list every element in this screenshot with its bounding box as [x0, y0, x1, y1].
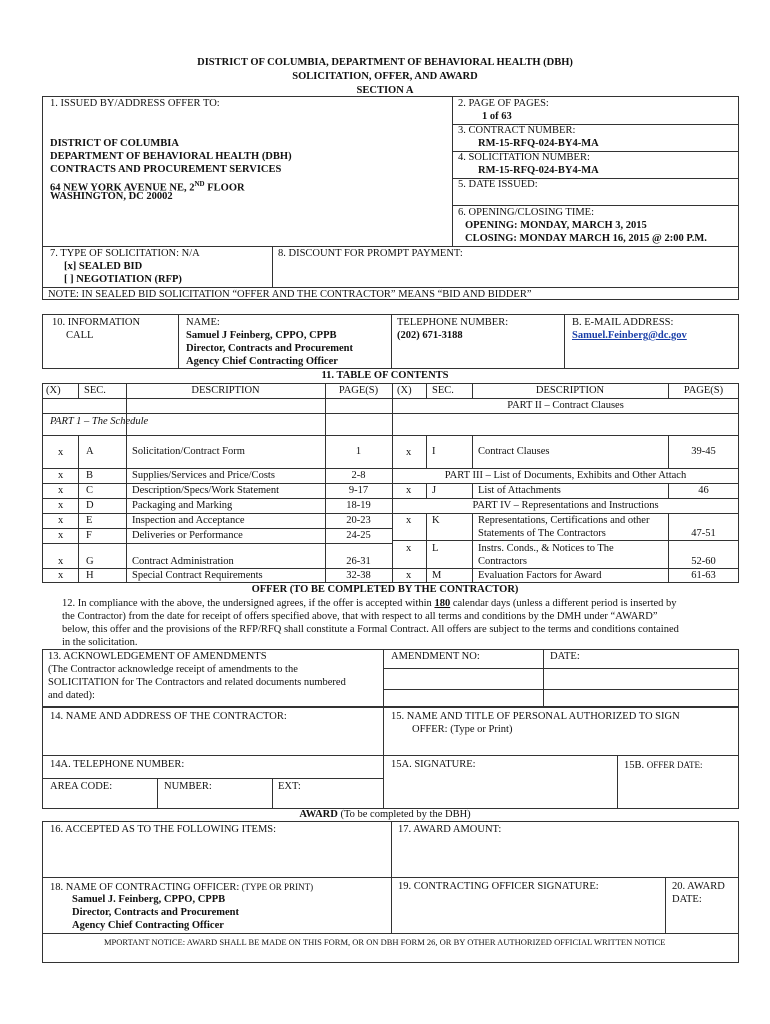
toc-header-pages: PAGE(S): [338, 385, 379, 396]
toc-cell-x: x: [58, 556, 64, 567]
toc-cell-desc: Evaluation Factors for Award: [478, 570, 602, 581]
amendment-no-input-1[interactable]: [384, 669, 542, 688]
amendments-text-3: and dated):: [48, 690, 95, 701]
telephone-number-label: 14A. TELEPHONE NUMBER:: [50, 759, 185, 770]
toc-cell-sec: L: [432, 543, 439, 554]
offer-date-label[interactable]: 15B. OFFER DATE:: [624, 760, 703, 771]
closing-time: CLOSING: MONDAY MARCH 16, 2015 @ 2:00 P.M.: [465, 233, 707, 244]
toc-cell-x: x: [58, 570, 64, 581]
toc-header-desc-2: DESCRIPTION: [535, 385, 605, 396]
issuer-address-line2: DEPARTMENT OF BEHAVIORAL HEALTH (DBH): [50, 151, 292, 162]
toc-header-pages-2: PAGE(S): [683, 385, 724, 396]
toc-cell-desc: Packaging and Marking: [132, 500, 233, 511]
contracting-officer-title-1: Director, Contracts and Procurement: [72, 907, 239, 918]
issued-by-label: 1. ISSUED BY/ADDRESS OFFER TO:: [50, 98, 220, 109]
toc-cell-sec: H: [86, 570, 94, 581]
toc-cell-pages: 24-25: [346, 530, 371, 541]
toc-cell-desc: Special Contract Requirements: [132, 570, 263, 581]
toc-cell-pages: 32-38: [346, 570, 371, 581]
toc-cell-pages: 26-31: [346, 556, 371, 567]
offer-paragraph-line1: 12. In compliance with the above, the undersigned agrees, if the offer is accepted within 180 calendar days (unless a different period is inserted by: [62, 598, 677, 609]
toc-cell-desc: Statements of The Contractors: [478, 528, 606, 539]
contract-number-value: RM-15-RFQ-024-BY4-MA: [478, 138, 599, 149]
toc-cell-pages: 46: [698, 485, 709, 496]
form-title: SOLICITATION, OFFER, AND AWARD: [292, 71, 478, 82]
toc-part4-label: PART IV – Representations and Instructions: [472, 500, 659, 511]
important-notice: MPORTANT NOTICE: AWARD SHALL BE MADE ON THIS FORM, OR ON DBH FORM 26, OR BY OTHER AUTHORIZED OFFICIAL WRITTEN NOTICE: [104, 937, 666, 947]
toc-cell-pages: 1: [355, 446, 362, 457]
toc-cell-x: x: [58, 500, 64, 511]
toc-cell-x: x: [406, 515, 412, 526]
amendments-text-2: SOLICITATION for The Contractors and related documents numbered: [48, 677, 346, 688]
offer-paragraph-line4: in the solicitation.: [62, 637, 138, 648]
contact-title-1: Director, Contracts and Procurement: [186, 343, 353, 354]
toc-cell-desc: Representations, Certifications and other: [478, 515, 650, 526]
contractor-name-address-label: 14. NAME AND ADDRESS OF THE CONTRACTOR:: [50, 711, 287, 722]
toc-title: 11. TABLE OF CONTENTS: [321, 370, 449, 381]
amendments-label: 13. ACKNOWLEDGEMENT OF AMENDMENTS: [48, 651, 267, 662]
toc-cell-pages: 9-17: [348, 485, 369, 496]
issuer-address-line4: 64 NEW YORK AVENUE NE, 2ND FLOOR: [50, 180, 245, 194]
toc-cell-pages: 47-51: [691, 528, 716, 539]
number-label[interactable]: NUMBER:: [164, 781, 212, 792]
toc-part1-label: PART 1 – The Schedule: [50, 416, 149, 427]
solicitation-number-label: 4. SOLICITATION NUMBER:: [458, 152, 590, 163]
toc-cell-x: x: [58, 485, 64, 496]
toc-cell-sec: K: [432, 515, 440, 526]
toc-cell-pages: 61-63: [691, 570, 716, 581]
toc-cell-x: x: [406, 485, 412, 496]
contract-number-label: 3. CONTRACT NUMBER:: [458, 125, 576, 136]
contracting-officer-label: 18. NAME OF CONTRACTING OFFICER: (TYPE OR PRINT): [50, 882, 314, 893]
authorized-person-label-2: OFFER: (Type or Print): [412, 724, 513, 735]
telephone-value: (202) 671-3188: [397, 330, 463, 341]
toc-header-sec: SEC.: [84, 385, 106, 396]
sealed-bid-option[interactable]: [x] SEALED BID: [64, 261, 143, 272]
contractor-name-address-field[interactable]: [44, 724, 382, 754]
date-issued-label: 5. DATE ISSUED:: [458, 179, 538, 190]
toc-header-x: (X): [46, 385, 61, 396]
offer-title: OFFER (TO BE COMPLETED BY THE CONTRACTOR): [251, 584, 519, 595]
toc-cell-desc: Description/Specs/Work Statement: [132, 485, 279, 496]
signature-label[interactable]: 15A. SIGNATURE:: [391, 759, 476, 770]
contact-name-label: NAME:: [186, 317, 220, 328]
toc-cell-desc: Solicitation/Contract Form: [132, 446, 245, 457]
contracting-officer-name: Samuel J. Feinberg, CPPO, CPPB: [72, 894, 226, 905]
toc-cell-sec: G: [86, 556, 94, 567]
toc-cell-sec: B: [86, 470, 94, 481]
information-call-label: 10. INFORMATION: [52, 317, 141, 328]
toc-cell-sec: E: [86, 515, 93, 526]
toc-cell-x: x: [58, 530, 64, 541]
toc-cell-x: x: [58, 470, 64, 481]
toc-cell-desc: Instrs. Conds., & Notices to The: [478, 543, 614, 554]
toc-cell-sec: I: [432, 446, 436, 457]
telephone-label: TELEPHONE NUMBER:: [397, 317, 509, 328]
accepted-items-label: 16. ACCEPTED AS TO THE FOLLOWING ITEMS:: [50, 824, 277, 835]
amendment-no-label: AMENDMENT NO:: [391, 651, 480, 662]
toc-cell-pages: 39-45: [691, 446, 716, 457]
toc-cell-x: x: [406, 543, 412, 554]
toc-cell-x: x: [406, 570, 412, 581]
solicitation-type-label: 7. TYPE OF SOLICITATION: N/A: [50, 248, 200, 259]
award-title: AWARD (To be completed by the DBH): [299, 809, 471, 820]
toc-cell-x: x: [406, 447, 412, 458]
award-amount-field[interactable]: [393, 837, 738, 876]
award-amount-label: 17. AWARD AMOUNT:: [398, 824, 502, 835]
opening-time: OPENING: MONDAY, MARCH 3, 2015: [465, 220, 647, 231]
form-title-agency: DISTRICT OF COLUMBIA, DEPARTMENT OF BEHAVIORAL HEALTH (DBH): [197, 57, 573, 68]
toc-header-x-2: (X): [397, 385, 412, 396]
toc-cell-desc: Inspection and Acceptance: [132, 515, 245, 526]
issuer-address-line3: CONTRACTS AND PROCUREMENT SERVICES: [50, 164, 282, 175]
toc-cell-pages: 2-8: [351, 470, 366, 481]
page-of-pages-value: 1 of 63: [482, 111, 512, 122]
toc-header-sec-2: SEC.: [432, 385, 454, 396]
toc-header-desc: DESCRIPTION: [191, 385, 260, 396]
authorized-person-label: 15. NAME AND TITLE OF PERSONAL AUTHORIZED TO SIGN: [391, 711, 680, 722]
amendment-date-input-1[interactable]: [544, 669, 738, 688]
amendment-date-label: DATE:: [550, 651, 580, 662]
opening-closing-label: 6. OPENING/CLOSING TIME:: [458, 207, 595, 218]
email-label: B. E-MAIL ADDRESS:: [572, 317, 674, 328]
prompt-payment-label: 8. DISCOUNT FOR PROMPT PAYMENT:: [278, 248, 463, 259]
toc-cell-desc: Contractors: [478, 556, 527, 567]
toc-cell-desc: Deliveries or Performance: [132, 530, 243, 541]
toc-cell-desc: Contract Clauses: [478, 446, 550, 457]
toc-cell-sec: D: [86, 500, 94, 511]
award-date-label: 20. AWARD: [672, 881, 725, 892]
issuer-address-line1: DISTRICT OF COLUMBIA: [50, 138, 179, 149]
toc-cell-sec: C: [86, 485, 94, 496]
sealed-bid-note: NOTE: IN SEALED BID SOLICITATION “OFFER AND THE CONTRACTOR” MEANS “BID AND BIDDER”: [48, 289, 532, 300]
toc-cell-x: x: [58, 515, 64, 526]
toc-cell-sec: M: [432, 570, 442, 581]
amendments-text-1: (The Contractor acknowledge receipt of amendments to the: [48, 664, 298, 675]
offer-paragraph-line2: the Contractor) from the date for receipt of offers specified above, that with respect to all terms and conditions by the DMH under “AWARD”: [62, 611, 658, 622]
toc-cell-desc: List of Attachments: [478, 485, 561, 496]
page-of-pages-label: 2. PAGE OF PAGES:: [458, 98, 549, 109]
toc-cell-pages: 20-23: [346, 515, 371, 526]
negotiation-option[interactable]: [ ] NEGOTIATION (RFP): [64, 274, 182, 285]
information-call-label-2: CALL: [66, 330, 94, 341]
email-link[interactable]: Samuel.Feinberg@dc.gov: [572, 330, 687, 341]
solicitation-number-value: RM-15-RFQ-024-BY4-MA: [478, 165, 599, 176]
toc-cell-desc: Contract Administration: [132, 556, 234, 567]
offer-paragraph-line3: below, this offer and the provisions of the RFP/RFQ shall constitute a Formal Contract. All offers are subject to the terms and conditions contained: [62, 624, 679, 635]
amendment-date-input-2[interactable]: [544, 690, 738, 706]
officer-signature-label[interactable]: 19. CONTRACTING OFFICER SIGNATURE:: [398, 881, 599, 892]
award-date-label-2[interactable]: DATE:: [672, 894, 702, 905]
toc-cell-sec: J: [432, 485, 437, 496]
contact-name: Samuel J Feinberg, CPPO, CPPB: [186, 330, 337, 341]
amendment-no-input-2[interactable]: [384, 690, 542, 706]
section-title: SECTION A: [356, 85, 414, 96]
toc-cell-x: x: [58, 447, 64, 458]
issuer-address-line5: WASHINGTON, DC 20002: [50, 191, 173, 202]
toc-part3-label: PART III – List of Documents, Exhibits and Other Attach: [444, 470, 687, 481]
toc-cell-pages: 18-19: [346, 500, 371, 511]
toc-cell-sec: A: [86, 446, 94, 457]
accepted-items-field[interactable]: [44, 837, 390, 876]
contracting-officer-title-2: Agency Chief Contracting Officer: [72, 920, 224, 931]
ext-label[interactable]: EXT:: [278, 781, 301, 792]
contact-title-2: Agency Chief Contracting Officer: [186, 356, 338, 367]
toc-part2-label: PART II – Contract Clauses: [507, 400, 624, 411]
toc-cell-desc: Supplies/Services and Price/Costs: [132, 470, 275, 481]
toc-cell-sec: F: [86, 530, 92, 541]
toc-cell-pages: 52-60: [691, 556, 716, 567]
area-code-label[interactable]: AREA CODE:: [50, 781, 113, 792]
